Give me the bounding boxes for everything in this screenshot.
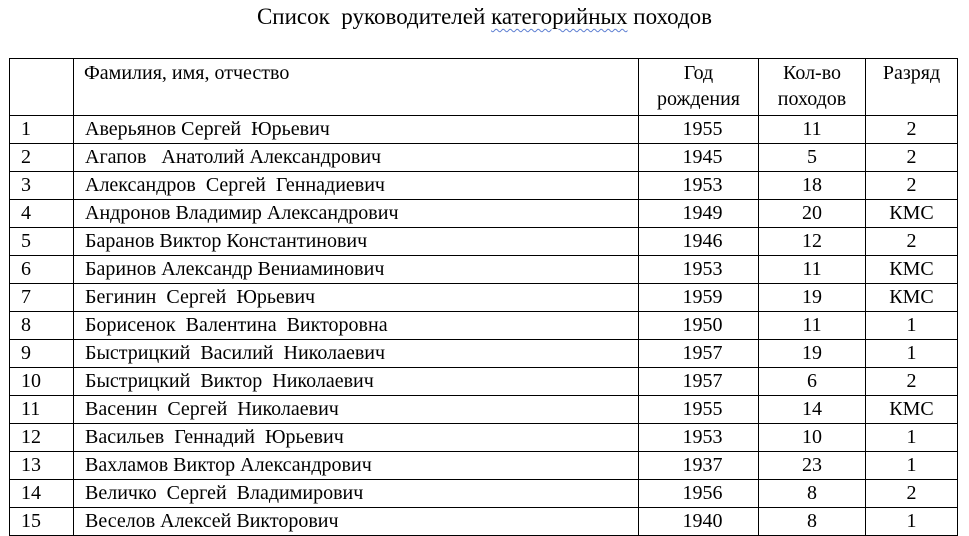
table-row [10,144,958,172]
row-birth-year: 1945 [639,144,759,172]
row-rank: 2 [866,368,958,396]
table-row [10,424,958,452]
row-rank: 1 [866,340,958,368]
row-full-name: Быстрицкий Василий Николаевич [74,340,639,368]
row-number: 15 [10,508,74,536]
table-row [10,312,958,340]
title-highlighted-word: категорийных [491,4,628,29]
row-trip-count: 18 [759,172,866,200]
row-birth-year: 1937 [639,452,759,480]
row-trip-count: 8 [759,480,866,508]
row-rank: КМС [866,256,958,284]
title-suffix: походов [627,4,713,29]
row-full-name: Васильев Геннадий Юрьевич [74,424,639,452]
table-row [10,172,958,200]
row-rank: 2 [866,172,958,200]
row-full-name: Баранов Виктор Константинович [74,228,639,256]
table-row [10,228,958,256]
row-full-name: Баринов Александр Вениаминович [74,256,639,284]
row-trip-count: 11 [759,312,866,340]
row-number: 2 [10,144,74,172]
row-trip-count: 5 [759,144,866,172]
table-row [10,340,958,368]
row-number: 8 [10,312,74,340]
row-trip-count: 6 [759,368,866,396]
row-full-name: Быстрицкий Виктор Николаевич [74,368,639,396]
row-trip-count: 19 [759,340,866,368]
row-full-name: Борисенок Валентина Викторовна [74,312,639,340]
row-trip-count: 23 [759,452,866,480]
row-birth-year: 1953 [639,256,759,284]
header-rank: Разряд [866,59,958,116]
table-row [10,452,958,480]
row-trip-count: 11 [759,116,866,144]
row-full-name: Вахламов Виктор Александрович [74,452,639,480]
row-number: 11 [10,396,74,424]
row-number: 12 [10,424,74,452]
row-trip-count: 10 [759,424,866,452]
row-birth-year: 1955 [639,396,759,424]
row-birth-year: 1946 [639,228,759,256]
row-birth-year: 1959 [639,284,759,312]
row-rank: 1 [866,452,958,480]
header-number [10,59,74,116]
row-rank: КМС [866,200,958,228]
table-row [10,200,958,228]
row-full-name: Веселов Алексей Викторович [74,508,639,536]
row-rank: 2 [866,228,958,256]
table-row [10,284,958,312]
row-trip-count: 19 [759,284,866,312]
row-number: 6 [10,256,74,284]
table-row [10,480,958,508]
row-rank: 2 [866,480,958,508]
row-birth-year: 1950 [639,312,759,340]
row-number: 3 [10,172,74,200]
header-row [10,59,958,116]
table-row [10,368,958,396]
header-birth-year-line1: Год [683,62,714,84]
row-trip-count: 11 [759,256,866,284]
header-birth-year [639,59,759,116]
header-trip-count-line1: Кол-во [782,62,842,84]
row-number: 14 [10,480,74,508]
row-birth-year: 1940 [639,508,759,536]
row-number: 7 [10,284,74,312]
row-full-name: Андронов Владимир Александрович [74,200,639,228]
row-rank: 2 [866,144,958,172]
row-rank: 1 [866,508,958,536]
title-prefix: Список руководителей [256,4,492,29]
row-number: 4 [10,200,74,228]
row-number: 1 [10,116,74,144]
row-rank: КМС [866,284,958,312]
row-full-name: Бегинин Сергей Юрьевич [74,284,639,312]
row-birth-year: 1956 [639,480,759,508]
page-title [0,0,969,34]
table-row [10,256,958,284]
row-number: 10 [10,368,74,396]
row-rank: 1 [866,312,958,340]
header-full-name: Фамилия, имя, отчество [74,59,639,116]
row-birth-year: 1955 [639,116,759,144]
row-rank: КМС [866,396,958,424]
header-trip-count-line2: походов [777,88,847,110]
header-birth-year-line2: рождения [657,88,740,110]
row-number: 13 [10,452,74,480]
row-full-name: Аверьянов Сергей Юрьевич [74,116,639,144]
row-birth-year: 1953 [639,172,759,200]
row-number: 5 [10,228,74,256]
table-row [10,508,958,536]
table-row [10,116,958,144]
row-full-name: Величко Сергей Владимирович [74,480,639,508]
row-full-name: Васенин Сергей Николаевич [74,396,639,424]
table-row [10,396,958,424]
row-trip-count: 14 [759,396,866,424]
row-birth-year: 1957 [639,340,759,368]
row-birth-year: 1953 [639,424,759,452]
row-rank: 2 [866,116,958,144]
row-number: 9 [10,340,74,368]
row-trip-count: 20 [759,200,866,228]
header-trip-count [759,59,866,116]
row-trip-count: 12 [759,228,866,256]
leaders-table [9,58,958,536]
row-rank: 1 [866,424,958,452]
row-full-name: Александров Сергей Геннадиевич [74,172,639,200]
row-full-name: Агапов Анатолий Александрович [74,144,639,172]
row-trip-count: 8 [759,508,866,536]
row-birth-year: 1957 [639,368,759,396]
row-birth-year: 1949 [639,200,759,228]
